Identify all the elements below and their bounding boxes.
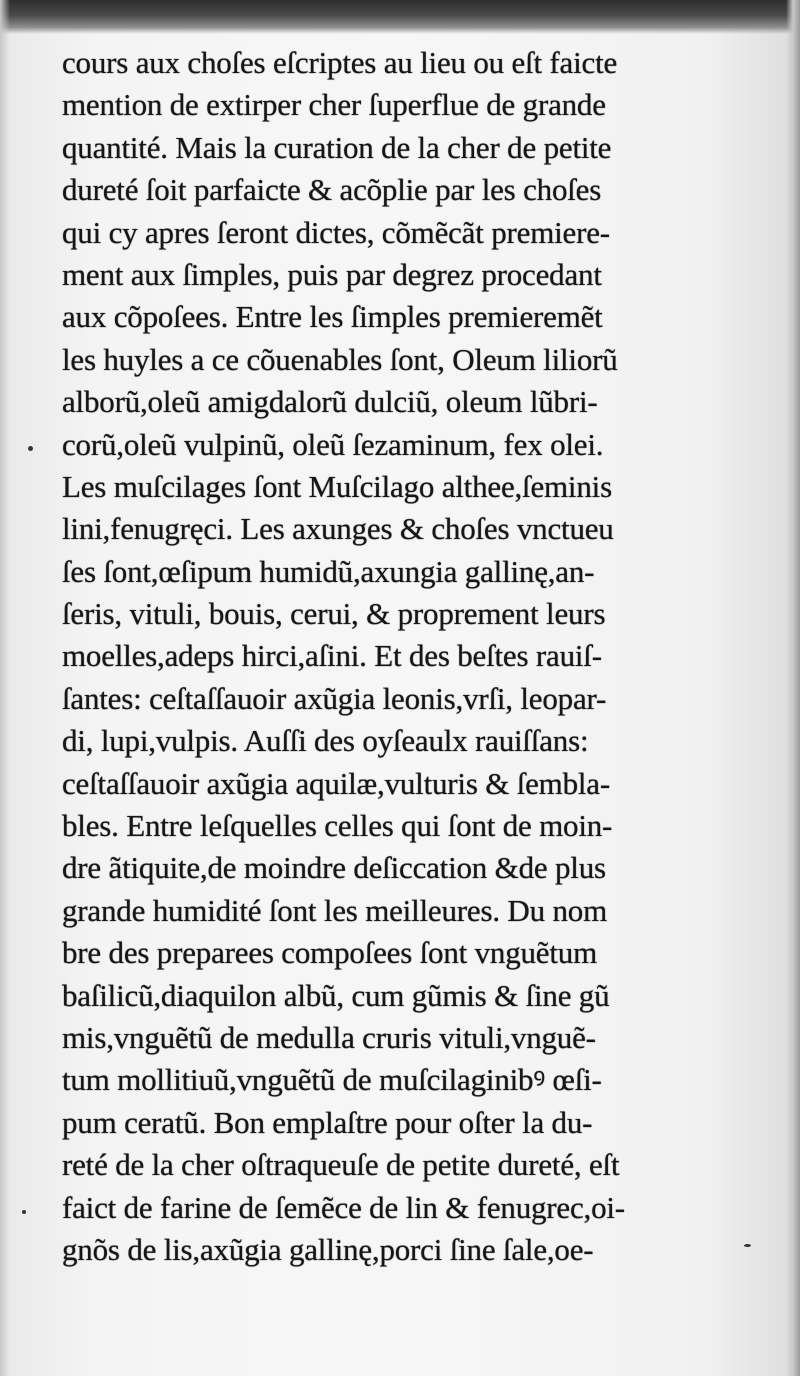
ink-speck bbox=[22, 1210, 26, 1214]
ink-speck bbox=[28, 446, 33, 451]
text-line: mis,vnguẽtũ de medulla cruris vituli,vnguẽ- bbox=[62, 1019, 596, 1055]
text-line: reté de la cher oſtraqueuſe de petite dureté, eſt bbox=[62, 1147, 620, 1183]
text-line: ſes ſont,œſipum humidũ,axungia gallinę,an- bbox=[62, 553, 595, 589]
text-line: lini,fenugręci. Les axunges & choſes vnctueu bbox=[62, 511, 614, 547]
text-line: Les muſcilages ſont Muſcilago althee,ſeminis bbox=[62, 468, 612, 504]
text-line: bre des preparees compoſees ſont vnguẽtum bbox=[62, 935, 597, 971]
text-line: dre ãtiquite,de moindre deſiccation &de plus bbox=[62, 850, 606, 886]
text-line: grande humidité ſont les meilleures. Du nom bbox=[62, 892, 607, 928]
text-line: ſeris, vituli, bouis, cerui, & proprement leurs bbox=[62, 596, 606, 632]
page-right-edge-shadow bbox=[786, 0, 800, 1376]
text-line: ſantes: ceſtaſſauoir axũgia leonis,vrſi, leopar- bbox=[62, 680, 607, 716]
text-line: ceſtaſſauoir axũgia aquilæ,vulturis & ſembla- bbox=[62, 765, 610, 801]
text-line: aux cõpoſees. Entre les ſimples premieremẽt bbox=[62, 299, 603, 335]
text-line: baſilicũ,diaquilon albũ, cum gũmis & ſine gũ bbox=[62, 977, 610, 1013]
page-top-edge-shadow bbox=[0, 0, 800, 34]
text-line: quantité. Mais la curation de la cher de petite bbox=[62, 129, 612, 165]
text-line: les huyles a ce cõuenables ſont, Oleum liliorũ bbox=[62, 341, 618, 377]
text-line: faict de farine de ſemẽce de lin & fenugrec,oi- bbox=[62, 1189, 625, 1225]
text-line: qui cy apres ſeront dictes, cõmẽcãt premiere- bbox=[62, 214, 610, 250]
text-line: moelles,adeps hirci,aſini. Et des beſtes rauiſ- bbox=[62, 638, 602, 674]
text-line: di, lupi,vulpis. Auſſi des oyſeaulx rauiſſans: bbox=[62, 723, 589, 759]
text-line: pum ceratũ. Bon emplaſtre pour oſter la du- bbox=[62, 1104, 593, 1140]
text-line: dureté ſoit parfaicte & acõplie par les choſes bbox=[62, 172, 602, 208]
text-line: bles. Entre leſquelles celles qui ſont de moin- bbox=[62, 808, 613, 844]
body-text bbox=[62, 42, 762, 1271]
text-line: alborũ,oleũ amigdalorũ dulciũ, oleum lũbri- bbox=[62, 384, 598, 420]
text-line: gnõs de lis,axũgia gallinę,porci ſine ſale,oe- bbox=[62, 1231, 594, 1267]
ink-speck bbox=[744, 1244, 751, 1247]
text-line: corũ,oleũ vulpinũ, oleũ ſezaminum, fex olei. bbox=[62, 426, 604, 462]
text-line: ment aux ſimples, puis par degrez procedant bbox=[62, 256, 602, 292]
text-line: cours aux choſes eſcriptes au lieu ou eſt faicte bbox=[62, 45, 618, 80]
text-line: mention de extirper cher ſuperflue de grande bbox=[62, 87, 606, 123]
text-line: tum mollitiuũ,vnguẽtũ de muſcilaginibꝰ œſi- bbox=[62, 1062, 602, 1098]
page-left-edge bbox=[0, 0, 10, 1376]
